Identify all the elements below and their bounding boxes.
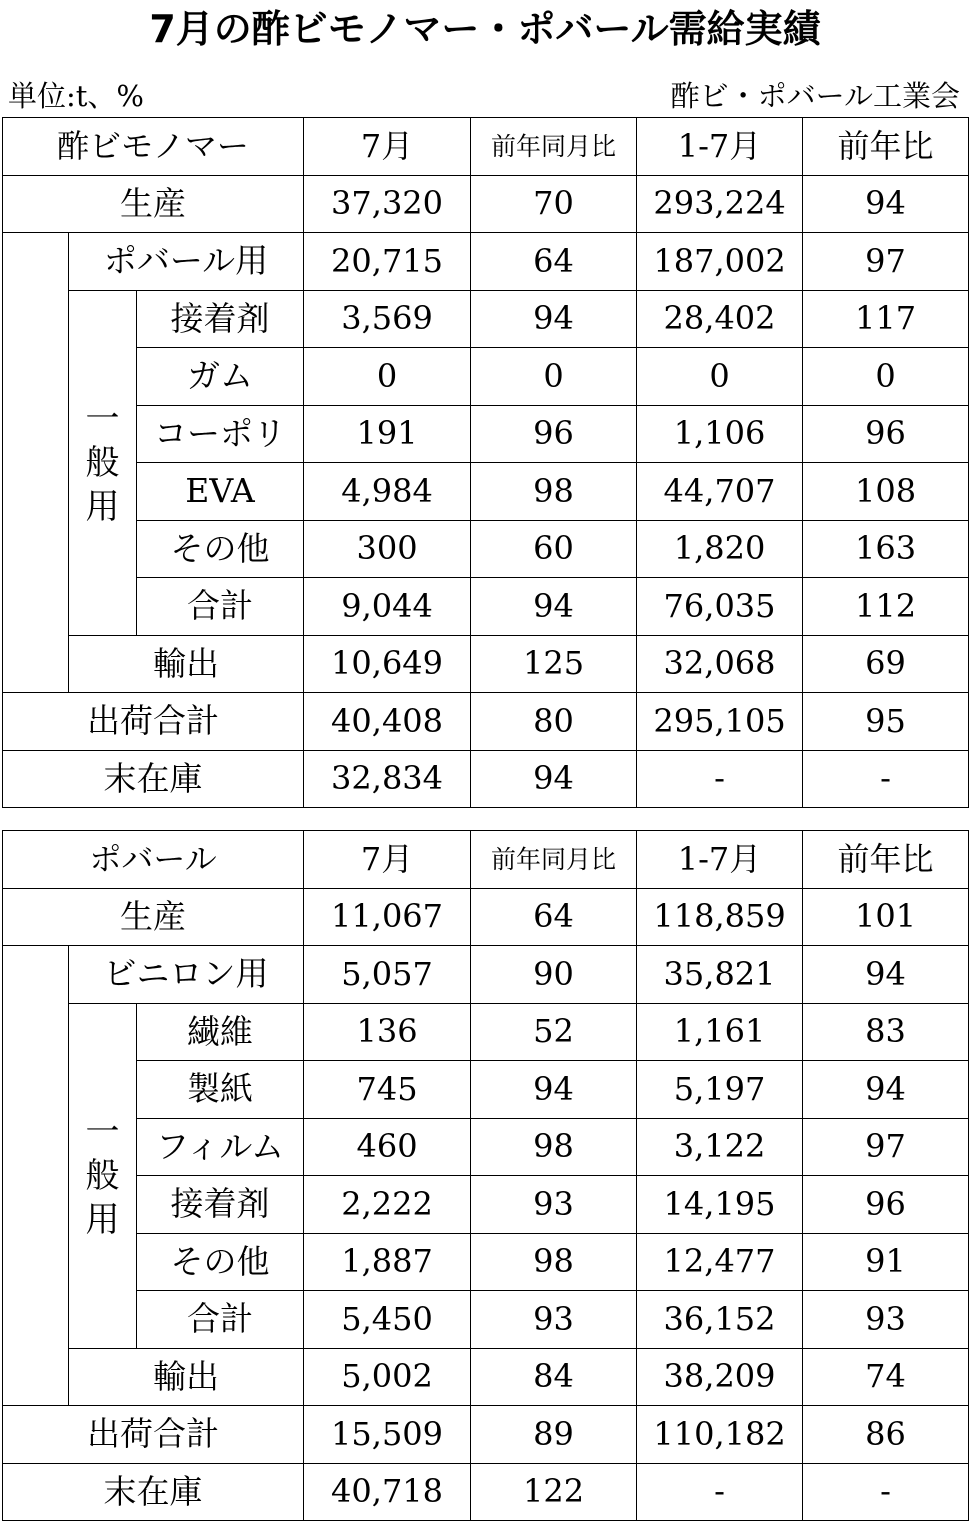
general-use-label: 一般用	[85, 1111, 120, 1240]
row-label: 輸出	[69, 635, 304, 693]
july-value-cell: 2,222	[304, 1176, 471, 1234]
col-header-yoy-ytd: 前年比	[803, 831, 969, 889]
yoy-ytd-cell: 97	[803, 1118, 969, 1176]
yoy-month-cell: 125	[471, 635, 637, 693]
col-header-july: 7月	[304, 831, 471, 889]
ytd-value-cell: 1,106	[637, 405, 803, 463]
col-header-yoy-ytd: 前年比	[803, 118, 969, 176]
row-label: その他	[137, 520, 304, 578]
july-value-cell: 300	[304, 520, 471, 578]
yoy-month-cell: 93	[471, 1176, 637, 1234]
row-label: 合計	[137, 578, 304, 636]
july-value-cell: 3,569	[304, 290, 471, 348]
ytd-value-cell: 35,821	[637, 946, 803, 1004]
row-label: 合計	[137, 1291, 304, 1349]
production-row	[3, 175, 969, 233]
col-header-ytd: 1-7月	[637, 831, 803, 889]
indent-spacer	[3, 233, 69, 693]
july-value-cell: 32,834	[304, 750, 471, 808]
yoy-month-cell: 93	[471, 1291, 637, 1349]
col-header-ytd: 1-7月	[637, 118, 803, 176]
july-value-cell: 0	[304, 348, 471, 406]
yoy-ytd-cell: 97	[803, 233, 969, 291]
ytd-value-cell: 1,820	[637, 520, 803, 578]
ytd-value-cell: 1,161	[637, 1003, 803, 1061]
yoy-month-cell: 80	[471, 693, 637, 751]
yoy-month-cell: 70	[471, 175, 637, 233]
ytd-value-cell: 110,182	[637, 1406, 803, 1464]
july-value-cell: 4,984	[304, 463, 471, 521]
row-label: 生産	[3, 175, 304, 233]
general-use-row	[3, 1233, 969, 1291]
row-label: 出荷合計	[3, 693, 304, 751]
yoy-ytd-cell: 163	[803, 520, 969, 578]
unit-label: 単位:t、%	[8, 79, 144, 113]
ytd-value-cell: 38,209	[637, 1348, 803, 1406]
yoy-ytd-cell: 108	[803, 463, 969, 521]
yoy-month-cell: 94	[471, 290, 637, 348]
row-label: ガム	[137, 348, 304, 406]
col-header-yoy-month: 前年同月比	[471, 118, 637, 176]
yoy-ytd-cell: 101	[803, 888, 969, 946]
row-label: 末在庫	[3, 750, 304, 808]
july-value-cell: 11,067	[304, 888, 471, 946]
yoy-ytd-cell: 93	[803, 1291, 969, 1349]
yoy-month-cell: 94	[471, 1061, 637, 1119]
header-row	[3, 831, 969, 889]
row-label: ポバール用	[69, 233, 304, 291]
ytd-value-cell: 32,068	[637, 635, 803, 693]
ytd-value-cell: 36,152	[637, 1291, 803, 1349]
row-label: 繊維	[137, 1003, 304, 1061]
ytd-value-cell: 0	[637, 348, 803, 406]
general-use-row	[3, 520, 969, 578]
july-value-cell: 20,715	[304, 233, 471, 291]
yoy-ytd-cell: -	[803, 750, 969, 808]
ytd-value-cell: 76,035	[637, 578, 803, 636]
row-label: 末在庫	[3, 1463, 304, 1521]
general-use-row	[3, 348, 969, 406]
general-use-group-label	[69, 1003, 137, 1348]
row-label: 出荷合計	[3, 1406, 304, 1464]
july-value-cell: 191	[304, 405, 471, 463]
page-title: 7月の酢ビモノマー・ポバール需給実績	[149, 7, 821, 51]
yoy-ytd-cell: 94	[803, 946, 969, 1004]
ytd-value-cell: 44,707	[637, 463, 803, 521]
row-label: 接着剤	[137, 290, 304, 348]
row-label: 輸出	[69, 1348, 304, 1406]
july-value-cell: 5,002	[304, 1348, 471, 1406]
vam-supply-demand-table	[2, 117, 969, 808]
row-label: EVA	[137, 463, 304, 521]
row-label: コーポリ	[137, 405, 304, 463]
yoy-month-cell: 122	[471, 1463, 637, 1521]
yoy-month-cell: 94	[471, 578, 637, 636]
row-label: フィルム	[137, 1118, 304, 1176]
yoy-ytd-cell: 112	[803, 578, 969, 636]
shipments-row	[3, 1406, 969, 1464]
ytd-value-cell: 118,859	[637, 888, 803, 946]
product-name-cell: 酢ビモノマー	[3, 118, 304, 176]
col-header-july: 7月	[304, 118, 471, 176]
yoy-ytd-cell: 74	[803, 1348, 969, 1406]
ytd-value-cell: 187,002	[637, 233, 803, 291]
july-value-cell: 40,408	[304, 693, 471, 751]
yoy-ytd-cell: 117	[803, 290, 969, 348]
yoy-ytd-cell: 94	[803, 1061, 969, 1119]
yoy-month-cell: 98	[471, 463, 637, 521]
col-header-yoy-month: 前年同月比	[471, 831, 637, 889]
export-row	[3, 635, 969, 693]
pvoh-supply-demand-table	[2, 830, 969, 1521]
yoy-ytd-cell: 94	[803, 175, 969, 233]
general-use-row	[3, 1061, 969, 1119]
general-use-row	[3, 290, 969, 348]
yoy-ytd-cell: 86	[803, 1406, 969, 1464]
product-name-cell: ポバール	[3, 831, 304, 889]
row-label: 生産	[3, 888, 304, 946]
july-value-cell: 40,718	[304, 1463, 471, 1521]
yoy-ytd-cell: 91	[803, 1233, 969, 1291]
july-value-cell: 15,509	[304, 1406, 471, 1464]
ytd-value-cell: 295,105	[637, 693, 803, 751]
july-value-cell: 5,057	[304, 946, 471, 1004]
yoy-ytd-cell: 95	[803, 693, 969, 751]
yoy-month-cell: 64	[471, 233, 637, 291]
ytd-value-cell: 12,477	[637, 1233, 803, 1291]
general-use-row	[3, 1003, 969, 1061]
yoy-ytd-cell: -	[803, 1463, 969, 1521]
ytd-value-cell: 14,195	[637, 1176, 803, 1234]
yoy-month-cell: 64	[471, 888, 637, 946]
general-use-row	[3, 578, 969, 636]
shipments-row	[3, 693, 969, 751]
ytd-value-cell: -	[637, 750, 803, 808]
general-use-row	[3, 463, 969, 521]
inventory-row	[3, 1463, 969, 1521]
july-value-cell: 9,044	[304, 578, 471, 636]
general-use-label: 一般用	[85, 398, 120, 527]
yoy-month-cell: 98	[471, 1118, 637, 1176]
sub-use-row	[3, 233, 969, 291]
july-value-cell: 745	[304, 1061, 471, 1119]
production-row	[3, 888, 969, 946]
july-value-cell: 37,320	[304, 175, 471, 233]
general-use-row	[3, 405, 969, 463]
ytd-value-cell: 3,122	[637, 1118, 803, 1176]
export-row	[3, 1348, 969, 1406]
indent-spacer	[3, 946, 69, 1406]
july-value-cell: 10,649	[304, 635, 471, 693]
header-row	[3, 118, 969, 176]
yoy-ytd-cell: 96	[803, 1176, 969, 1234]
yoy-ytd-cell: 83	[803, 1003, 969, 1061]
source-label: 酢ビ・ポバール工業会	[670, 79, 960, 113]
yoy-month-cell: 0	[471, 348, 637, 406]
yoy-month-cell: 84	[471, 1348, 637, 1406]
row-label: その他	[137, 1233, 304, 1291]
general-use-group-label	[69, 290, 137, 635]
yoy-month-cell: 90	[471, 946, 637, 1004]
yoy-ytd-cell: 69	[803, 635, 969, 693]
row-label: ビニロン用	[69, 946, 304, 1004]
yoy-month-cell: 94	[471, 750, 637, 808]
july-value-cell: 1,887	[304, 1233, 471, 1291]
yoy-month-cell: 60	[471, 520, 637, 578]
ytd-value-cell: 293,224	[637, 175, 803, 233]
july-value-cell: 136	[304, 1003, 471, 1061]
row-label: 接着剤	[137, 1176, 304, 1234]
inventory-row	[3, 750, 969, 808]
general-use-row	[3, 1291, 969, 1349]
general-use-row	[3, 1118, 969, 1176]
july-value-cell: 460	[304, 1118, 471, 1176]
general-use-row	[3, 1176, 969, 1234]
ytd-value-cell: -	[637, 1463, 803, 1521]
yoy-ytd-cell: 96	[803, 405, 969, 463]
sub-use-row	[3, 946, 969, 1004]
yoy-month-cell: 96	[471, 405, 637, 463]
yoy-month-cell: 52	[471, 1003, 637, 1061]
july-value-cell: 5,450	[304, 1291, 471, 1349]
yoy-month-cell: 98	[471, 1233, 637, 1291]
ytd-value-cell: 28,402	[637, 290, 803, 348]
yoy-month-cell: 89	[471, 1406, 637, 1464]
ytd-value-cell: 5,197	[637, 1061, 803, 1119]
row-label: 製紙	[137, 1061, 304, 1119]
yoy-ytd-cell: 0	[803, 348, 969, 406]
